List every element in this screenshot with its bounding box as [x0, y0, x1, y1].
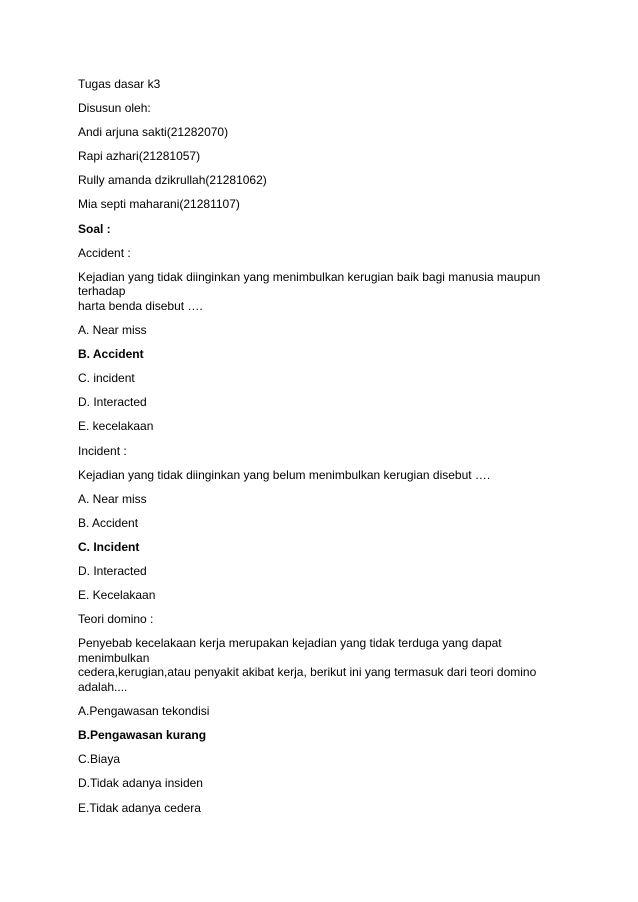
answer-option: A. Near miss [78, 323, 147, 338]
question-topic: Accident : [78, 245, 131, 260]
author-line: Rully amanda dzikrullah(21281062) [78, 173, 267, 188]
answer-option: E.Tidak adanya cedera [78, 800, 201, 815]
author-line: Andi arjuna sakti(21282070) [78, 125, 229, 140]
answer-option: C.Biaya [78, 752, 121, 767]
author-line: Rapi azhari(21281057) [78, 149, 201, 164]
answer-option: E. Kecelakaan [78, 588, 156, 603]
question-text-line: Kejadian yang tidak diinginkan yang menimbulkan kerugian baik bagi manusia maupun terhadap [78, 269, 541, 299]
answer-option: D.Tidak adanya insiden [78, 776, 203, 791]
question-text-line: harta benda disebut …. [78, 298, 203, 313]
answer-option-correct: B.Pengawasan kurang [78, 728, 207, 743]
question-text-line: cedera,kerugian,atau penyakit akibat kerja, berikut ini yang termasuk dari teori domino adalah.... [78, 665, 537, 695]
answer-option: A.Pengawasan tekondisi [78, 704, 210, 719]
question-topic: Teori domino : [78, 612, 154, 627]
question-text: Kejadian yang tidak diinginkan yang belum menimbulkan kerugian disebut …. [78, 467, 491, 482]
document-page [78, 77, 558, 825]
answer-option: D. Interacted [78, 395, 147, 410]
answer-option-correct: B. Accident [78, 347, 144, 362]
answer-option: D. Interacted [78, 563, 147, 578]
answer-option: E. kecelakaan [78, 419, 154, 434]
question-text-line: Penyebab kecelakaan kerja merupakan kejadian yang tidak terduga yang dapat menimbulkan [78, 636, 502, 665]
question-text [78, 270, 558, 314]
author-line: Mia septi maharani(21281107) [78, 197, 240, 212]
answer-option: B. Accident [78, 515, 139, 530]
question-topic: Incident : [78, 443, 127, 458]
question-text [78, 636, 558, 694]
authors-label: Disusun oleh: [78, 101, 151, 116]
answer-option-correct: C. Incident [78, 539, 140, 554]
answer-option: A. Near miss [78, 491, 147, 506]
soal-heading: Soal : [78, 221, 111, 236]
answer-option: C. incident [78, 371, 135, 386]
document-title: Tugas dasar k3 [78, 77, 161, 91]
